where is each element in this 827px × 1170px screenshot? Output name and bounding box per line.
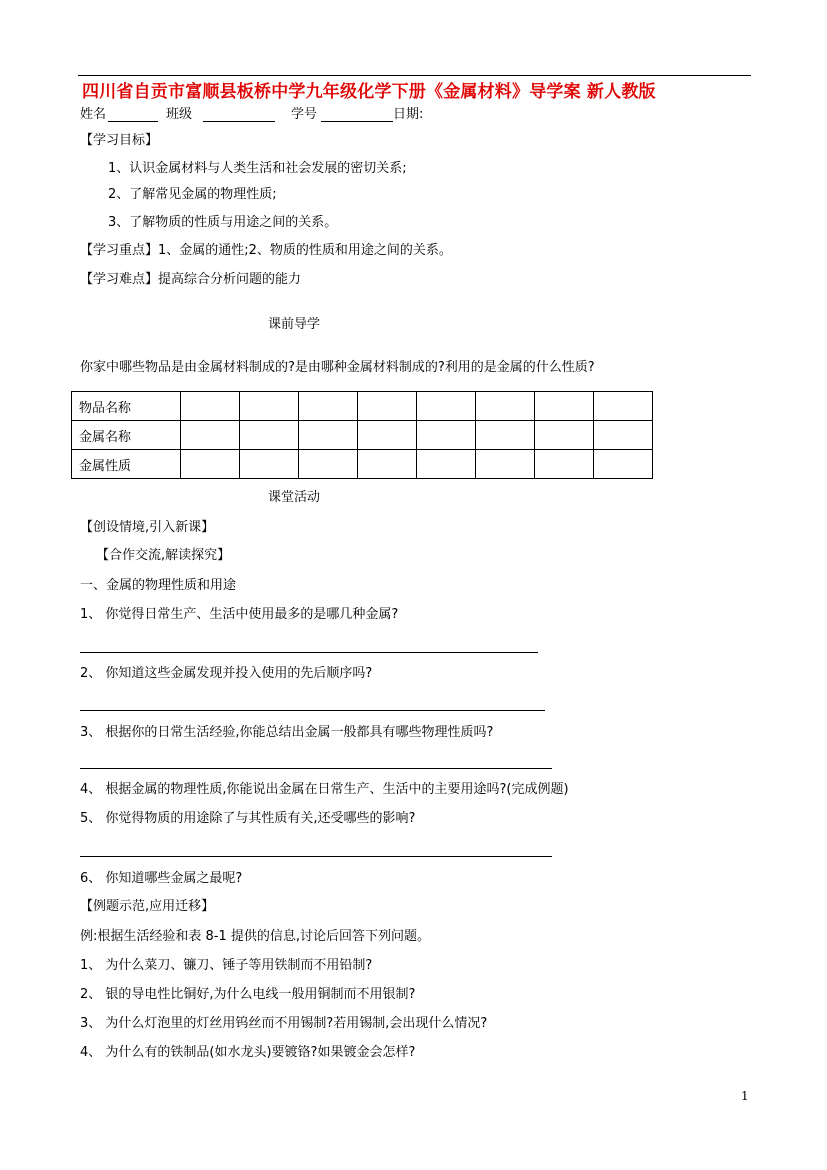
- table-cell[interactable]: [299, 421, 358, 450]
- table-row: [72, 450, 653, 479]
- table-cell[interactable]: [181, 450, 240, 479]
- answer-line[interactable]: [80, 710, 545, 711]
- table-cell[interactable]: [299, 392, 358, 421]
- question-item: 1、 你觉得日常生产、生活中使用最多的是哪几种金属?: [80, 607, 399, 622]
- header-rule: [78, 75, 751, 76]
- cooperate-heading: 【合作交流,解读探究】: [96, 548, 231, 563]
- question-item: 2、 你知道这些金属发现并投入使用的先后顺序吗?: [80, 666, 373, 681]
- date-label: 日期:: [393, 107, 424, 122]
- table-cell[interactable]: [358, 421, 417, 450]
- name-blank: [108, 121, 158, 122]
- section-title: 一、金属的物理性质和用途: [80, 578, 237, 593]
- table-cell[interactable]: [358, 392, 417, 421]
- intro-heading: 【创设情境,引入新课】: [80, 520, 215, 535]
- example-item: 2、 银的导电性比铜好,为什么电线一般用铜制而不用银制?: [80, 987, 416, 1002]
- table-cell[interactable]: [417, 421, 476, 450]
- table-cell[interactable]: [476, 450, 535, 479]
- goals-heading: 【学习目标】: [80, 133, 159, 148]
- table-cell[interactable]: [476, 421, 535, 450]
- example-item: 3、 为什么灯泡里的灯丝用钨丝而不用锡制?若用锡制,会出现什么情况?: [80, 1016, 488, 1031]
- difficulty: 【学习难点】提高综合分析问题的能力: [80, 272, 302, 287]
- answer-line[interactable]: [80, 652, 538, 653]
- document-title: 四川省自贡市富顺县板桥中学九年级化学下册《金属材料》导学案 新人教版: [82, 82, 656, 102]
- class-label: 班级: [166, 107, 193, 122]
- table-cell[interactable]: [358, 450, 417, 479]
- question-item: 4、 根据金属的物理性质,你能说出金属在日常生产、生活中的主要用途吗?(完成例题): [80, 782, 569, 797]
- table-cell[interactable]: [240, 392, 299, 421]
- answer-line[interactable]: [80, 768, 552, 769]
- table-cell[interactable]: [417, 392, 476, 421]
- table-cell[interactable]: [181, 421, 240, 450]
- pre-class-question: 你家中哪些物品是由金属材料制成的?是由哪种金属材料制成的?利用的是金属的什么性质?: [80, 360, 595, 375]
- table-cell[interactable]: [535, 450, 594, 479]
- example-item: 1、 为什么菜刀、镰刀、锤子等用铁制而不用铅制?: [80, 958, 373, 973]
- row-header: 物品名称: [72, 392, 181, 421]
- name-label: 姓名: [80, 107, 107, 122]
- table-cell[interactable]: [594, 421, 653, 450]
- number-label: 学号: [291, 107, 318, 122]
- class-blank: [203, 121, 275, 122]
- table-cell[interactable]: [240, 421, 299, 450]
- table-cell[interactable]: [594, 450, 653, 479]
- table-cell[interactable]: [417, 450, 476, 479]
- example-intro: 例:根据生活经验和表 8-1 提供的信息,讨论后回答下列问题。: [80, 929, 431, 944]
- table-cell[interactable]: [594, 392, 653, 421]
- items-table: [71, 391, 653, 479]
- class-activity-heading: 课堂活动: [268, 490, 321, 505]
- table-cell[interactable]: [299, 450, 358, 479]
- question-item: 3、 根据你的日常生活经验,你能总结出金属一般都具有哪些物理性质吗?: [80, 725, 494, 740]
- goal-item: 1、认识金属材料与人类生活和社会发展的密切关系;: [108, 161, 407, 176]
- goal-item: 2、了解常见金属的物理性质;: [108, 187, 277, 202]
- key-points: 【学习重点】1、金属的通性;2、物质的性质和用途之间的关系。: [80, 243, 452, 258]
- question-item: 5、 你觉得物质的用途除了与其性质有关,还受哪些的影响?: [80, 811, 416, 826]
- table-cell[interactable]: [181, 392, 240, 421]
- table-row: [72, 392, 653, 421]
- number-blank: [321, 121, 393, 122]
- example-item: 4、 为什么有的铁制品(如水龙头)要镀铬?如果镀金会怎样?: [80, 1045, 416, 1060]
- examples-heading: 【例题示范,应用迁移】: [80, 899, 215, 914]
- pre-class-heading: 课前导学: [268, 317, 321, 332]
- answer-line[interactable]: [80, 856, 552, 857]
- page-number: 1: [741, 1089, 749, 1103]
- table-row: [72, 421, 653, 450]
- table-cell[interactable]: [240, 450, 299, 479]
- table-cell[interactable]: [535, 421, 594, 450]
- goal-item: 3、了解物质的性质与用途之间的关系。: [108, 215, 338, 230]
- row-header: 金属名称: [72, 421, 181, 450]
- table-cell[interactable]: [535, 392, 594, 421]
- table-cell[interactable]: [476, 392, 535, 421]
- row-header: 金属性质: [72, 450, 181, 479]
- question-item: 6、 你知道哪些金属之最呢?: [80, 871, 243, 886]
